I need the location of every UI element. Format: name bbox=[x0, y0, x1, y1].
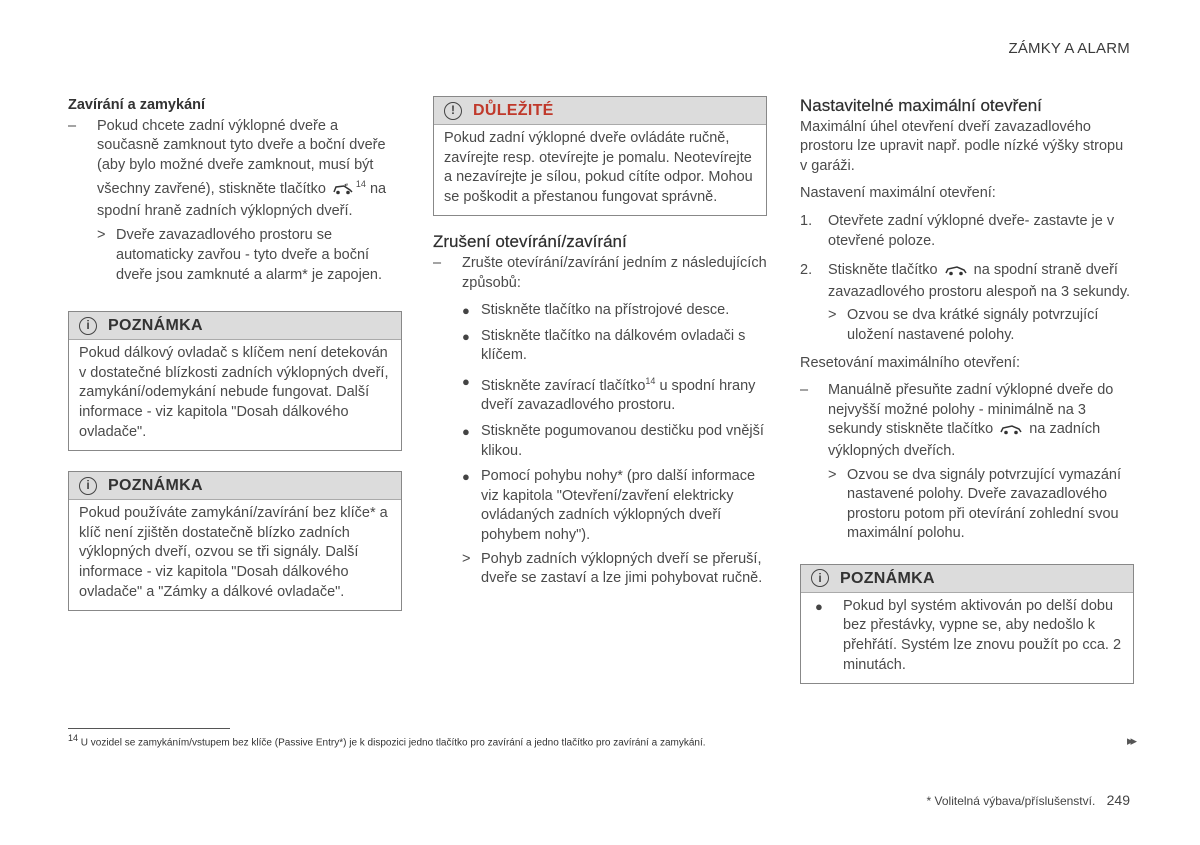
important-header bbox=[434, 97, 766, 125]
footnote-text: U vozidel se zamykáním/vstupem bez klíče (Passive Entry*) je k dispozici jedno tlačítko pro zavírání a jedno tlačítko pro zavírání a zamykání. bbox=[80, 737, 706, 749]
optional-equipment-note: * Volitelná výbava/příslušenství. bbox=[926, 794, 1096, 808]
step-text: Manuálně přesuňte zadní výklopné dveře do nejvyšší možné polohy - minimálně na 3 sekundy stiskněte tlačítko na zadních výklopných dveřích. bbox=[828, 382, 1114, 459]
note-box bbox=[68, 311, 402, 451]
info-icon: i bbox=[811, 569, 829, 587]
footnote-divider bbox=[68, 728, 230, 729]
chapter-title: ZÁMKY A ALARM bbox=[1008, 40, 1130, 57]
step-text bbox=[97, 117, 402, 222]
bullet-marker: ● bbox=[462, 303, 470, 319]
numbered-step bbox=[800, 261, 1134, 302]
column-2 bbox=[433, 96, 767, 589]
bullet-item bbox=[462, 372, 767, 416]
bullet-marker: ● bbox=[462, 373, 470, 389]
warning-icon: ! bbox=[444, 102, 462, 120]
footnote-number: 14 bbox=[68, 733, 79, 743]
footnote-ref: 14 bbox=[645, 375, 656, 386]
column-1 bbox=[68, 96, 402, 611]
tailgate-button-icon bbox=[1000, 422, 1022, 442]
important-box bbox=[433, 96, 767, 216]
note-bullet-item bbox=[801, 593, 1133, 683]
column-3 bbox=[800, 96, 1134, 684]
tailgate-button-icon bbox=[945, 263, 967, 283]
numbered-step bbox=[800, 212, 1134, 251]
step-text-a: Pokud chcete zadní výklopné dveře a současně zamknout tyto dveře a boční dveře (aby bylo možné dveře zamknout, musí být všechny zavřené), stiskněte tlačítko bbox=[97, 117, 386, 198]
result-text: Ozvou se dva krátké signály potvrzující uložení nastavené polohy. bbox=[847, 307, 1099, 343]
result-text: Dveře zavazadlového prostoru se automaticky zavřou - tyto dveře a boční dveře jsou zamknuté a alarm* je zapojen. bbox=[116, 227, 382, 283]
page-number: 249 bbox=[1106, 792, 1130, 808]
dash-marker: – bbox=[800, 382, 809, 399]
bullet-text: Stiskněte pogumovanou destičku pod vnější klikou. bbox=[481, 422, 764, 459]
result-item bbox=[800, 306, 1134, 345]
result-item bbox=[433, 550, 767, 589]
bullet-item bbox=[462, 301, 767, 321]
bullet-text: Stiskněte tlačítko na dálkovém ovladači s klíčem. bbox=[481, 327, 746, 364]
result-arrow-marker: > bbox=[828, 466, 837, 483]
note-title: POZNÁMKA bbox=[108, 316, 203, 334]
info-icon: i bbox=[79, 317, 97, 335]
note-title: POZNÁMKA bbox=[840, 569, 935, 587]
important-title: DŮLEŽITÉ bbox=[473, 101, 554, 119]
dash-marker: – bbox=[68, 117, 77, 134]
page-footer bbox=[927, 792, 1130, 808]
set-label: Nastavení maximální otevření: bbox=[800, 185, 996, 202]
step-text: Stiskněte tlačítko na spodní straně dveří zavazadlového prostoru alespoň na 3 sekundy. bbox=[828, 262, 1131, 300]
step-number: 2. bbox=[800, 262, 813, 279]
important-text: Pokud zadní výklopné dveře ovládáte ručně, zavírejte resp. otevírejte je pomalu. Neotevírejte a nezavírejte je sílou, pokud cítíte odpor. Mohou se poškodit a přestanou fungovat správně. bbox=[444, 130, 753, 205]
bullet-item bbox=[462, 467, 767, 545]
tailgate-lock-button-icon bbox=[333, 182, 353, 202]
bullet-item bbox=[462, 327, 767, 366]
bullet-marker: ● bbox=[462, 328, 470, 344]
result-arrow-marker: > bbox=[462, 550, 471, 567]
bullet-item bbox=[462, 422, 767, 461]
footnote bbox=[68, 733, 706, 748]
note-box bbox=[800, 564, 1134, 684]
result-text: Pohyb zadních výklopných dveří se přeruší, dveře se zastaví a lze jimi pohybovat ručně. bbox=[481, 550, 763, 587]
result-item bbox=[800, 466, 1134, 544]
bullet-marker: ● bbox=[462, 469, 470, 485]
note-header bbox=[69, 472, 401, 500]
note-text: Pokud byl systém aktivován po delší dobu bez přestávky, vypne se, aby nedošlo k přehřátí. Systém lze znovu použít po cca. 2 minutách. bbox=[843, 597, 1122, 673]
step-text: Zrušte otevírání/zavírání jedním z následujících způsobů: bbox=[462, 254, 767, 291]
note-header bbox=[69, 312, 401, 340]
step-item bbox=[433, 254, 767, 293]
next-page-icon: ▸▸ bbox=[1126, 733, 1134, 748]
info-icon: i bbox=[79, 477, 97, 495]
step-item bbox=[800, 381, 1134, 461]
note-header bbox=[801, 565, 1133, 593]
result-arrow-marker: > bbox=[828, 307, 837, 324]
section-heading-cancel: Zrušení otevírání/zavírání bbox=[433, 232, 627, 252]
reset-label: Resetování maximálního otevření: bbox=[800, 354, 1021, 371]
intro-text: Maximální úhel otevření dveří zavazadlového prostoru lze upravit např. podle nízké výšky stropu v garáži. bbox=[800, 118, 1124, 174]
footnote-ref: 14 bbox=[355, 179, 366, 190]
bullet-marker: ● bbox=[462, 423, 470, 439]
note-text: Pokud dálkový ovladač s klíčem není detekován v dostatečné blízkosti zadních výklopných dveří, zamykání/odemykání nebude fungovat. Další informace - viz kapitola "Dosah dálkového ovladače". bbox=[79, 345, 389, 440]
note-title: POZNÁMKA bbox=[108, 476, 203, 494]
step-number: 1. bbox=[800, 212, 813, 229]
bullet-text: Stiskněte tlačítko na přístrojové desce. bbox=[481, 302, 730, 319]
section-heading-locking: Zavírání a zamykání bbox=[68, 97, 206, 113]
step-text: Otevřete zadní výklopné dveře- zastavte je v otevřené poloze. bbox=[828, 212, 1115, 249]
note-box bbox=[68, 471, 402, 611]
step-item bbox=[68, 117, 402, 222]
result-item bbox=[68, 226, 402, 285]
note-text: Pokud používáte zamykání/zavírání bez klíče* a klíč není zjištěn dostatečně blízko zadních výklopných dveří, ozvou se tři signály. Další informace - viz kapitola "Dosah dálkového ovladače" a "Zámky a dálkové ovladače". bbox=[79, 505, 388, 600]
result-arrow-marker: > bbox=[97, 227, 106, 244]
result-text: Ozvou se dva signály potvrzující vymazání nastavené polohy. Dveře zavazadlového prostoru potom při otevírání zohlední svou maximální polohu. bbox=[847, 466, 1122, 542]
bullet-text: Pomocí pohybu nohy* (pro další informace viz kapitola "Otevření/zavření elektricky ovládaných zadních výklopných dveří pohybem nohy"). bbox=[481, 468, 756, 543]
section-heading-max-opening: Nastavitelné maximální otevření bbox=[800, 96, 1042, 115]
bullet-list bbox=[433, 301, 767, 545]
dash-marker: – bbox=[433, 254, 442, 271]
bullet-marker: ● bbox=[815, 598, 823, 614]
bullet-text: Stiskněte zavírací tlačítko$^{14}$ u spodní hrany dveří zavazadlového prostoru. bbox=[481, 375, 756, 414]
step-text-b: na spodní hraně zadních výklopných dveří. bbox=[97, 181, 387, 219]
